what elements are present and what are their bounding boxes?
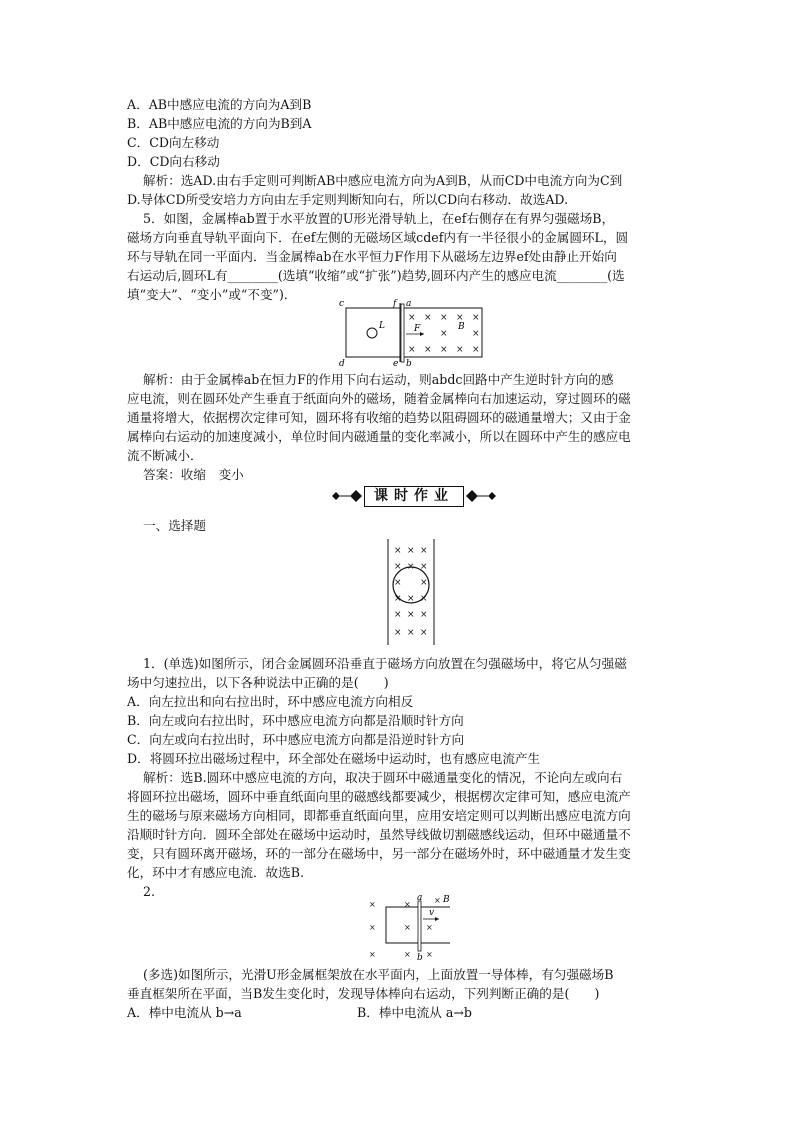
label-a: a <box>406 299 412 309</box>
svg-text:×: × <box>420 546 428 556</box>
field-cross-marks <box>369 896 441 959</box>
svg-text:×: × <box>456 345 464 355</box>
section-title: 一、选择题 <box>143 518 206 533</box>
svg-text:×: × <box>420 594 428 604</box>
analysis-line: 沿顺时针方向．圆环全部处在磁场中运动时，虽然导线做切割磁感线运动，但环中磁通量不 <box>127 827 631 842</box>
analysis-line: 解析：选B.圆环中感应电流的方向，取决于圆环中磁通量变化的情况，不论向左或向右 <box>143 770 623 785</box>
svg-text:×: × <box>420 628 428 638</box>
analysis-line: 变，只有圆环离开磁场，环的一部分在磁场中，另一部分在磁场外时，环中磁通量才发生变 <box>127 846 631 861</box>
svg-text:×: × <box>424 345 432 355</box>
analysis-line: 解析：选AD.由右手定则可判断AB中感应电流方向为A到B，从而CD中电流方向为C到 <box>143 173 623 188</box>
answer: 答案：收缩 变小 <box>143 467 244 482</box>
question-1-text: 1．(单选)如图所示，闭合金属圆环沿垂直于磁场方向放置在匀强磁场中，将它从匀强磁 <box>143 656 627 671</box>
svg-text:×: × <box>394 610 402 620</box>
option-a: A．向左拉出和向右拉出时，环中感应电流方向相反 <box>127 694 414 709</box>
question-2-text: (多选)如图所示，光滑U形金属框架放在水平面内，上面放置一导体棒，有匀强磁场B <box>143 967 614 982</box>
option-c: C．CD向左移动 <box>127 135 220 150</box>
analysis-line: 通量将增大，依据楞次定律可知，圆环将有收缩的趋势以阻碍圆环的磁通量增大；又由于金 <box>127 410 631 425</box>
analysis-line: 解析：由于金属棒ab在恒力F的作用下向右运动，则abdc回路中产生逆时针方向的感 <box>143 372 614 387</box>
svg-text:×: × <box>420 610 428 620</box>
analysis-line: 将圆环拉出磁场，圆环中垂直纸面向里的磁感线都要减少，根据楞次定律可知，感应电流产 <box>127 789 631 804</box>
svg-text:×: × <box>440 345 448 355</box>
label-B: B <box>443 895 450 905</box>
label-c: c <box>339 299 345 309</box>
svg-text:×: × <box>408 345 416 355</box>
option-a: A．棒中电流从 b→a <box>127 1005 242 1020</box>
option-d: D．CD向右移动 <box>127 154 220 169</box>
svg-text:×: × <box>394 594 402 604</box>
svg-text:×: × <box>440 329 448 339</box>
svg-text:×: × <box>407 546 415 556</box>
svg-text:×: × <box>472 345 480 355</box>
label-a: a <box>417 893 423 903</box>
rail-field-figure <box>336 298 486 370</box>
question-2-number: 2. <box>143 884 156 899</box>
label-F: F <box>414 324 421 334</box>
svg-text:×: × <box>426 950 433 959</box>
option-b: B．棒中电流从 a→b <box>357 1005 472 1020</box>
question-2-text: 垂直框架所在平面，当B发生变化时，发现导体棒向右运动，下列判断正确的是( ) <box>127 986 600 1001</box>
label-f: f <box>393 299 397 309</box>
analysis-line: 应电流，则在圆环处产生垂直于纸面向外的磁场，随着金属棒向右加速运动，穿过圆环的磁 <box>127 391 631 406</box>
svg-text:×: × <box>420 578 428 588</box>
svg-text:×: × <box>407 594 415 604</box>
svg-text:×: × <box>407 610 415 620</box>
analysis-line: 流不断减小． <box>127 448 203 463</box>
svg-text:×: × <box>408 313 416 323</box>
ring-field-figure <box>385 539 437 647</box>
label-e: e <box>393 359 399 369</box>
analysis-line: 生的磁场与原来磁场方向相同，即都垂直纸面向里，应用安培定则可以判断出感应电流方向 <box>127 808 631 823</box>
svg-text:×: × <box>394 562 402 572</box>
question-1-text: 场中匀速拉出，以下各种说法中正确的是( ) <box>127 675 389 690</box>
option-b: B．AB中感应电流的方向为B到A <box>127 116 312 131</box>
u-frame-figure <box>366 893 456 965</box>
field-cross-marks <box>394 546 428 638</box>
svg-text:×: × <box>407 562 415 572</box>
analysis-line: D.导体CD所受安培力方向由左手定则判断知向右，所以CD向右移动．故选AD. <box>127 192 569 207</box>
option-c: C．向左或向右拉出时，环中感应电流方向都是沿逆时针方向 <box>127 732 465 747</box>
label-b: b <box>417 953 423 963</box>
svg-text:×: × <box>407 628 415 638</box>
svg-text:×: × <box>472 313 480 323</box>
label-b: b <box>406 359 412 369</box>
section-banner <box>330 486 496 506</box>
label-v: v <box>429 908 435 918</box>
question-5-text: 5．如图，金属棒ab置于水平放置的U形光滑导轨上，在ef右侧存在有界匀强磁场B， <box>143 211 615 226</box>
svg-text:×: × <box>369 900 376 909</box>
svg-text:×: × <box>420 562 428 572</box>
svg-text:×: × <box>404 950 411 959</box>
svg-text:×: × <box>426 923 433 932</box>
svg-text:×: × <box>369 923 376 932</box>
question-5-text: 环与导轨在同一平面内．当金属棒ab在水平恒力F作用下从磁场左边界ef处由静止开始向 <box>127 249 617 264</box>
question-5-text: 磁场方向垂直导轨平面向下．在ef左侧的无磁场区域cdef内有一半径很小的金属圆环L，圆 <box>127 230 629 245</box>
svg-text:×: × <box>394 546 402 556</box>
svg-text:×: × <box>424 313 432 323</box>
question-5-text: 填“变大”、“变小”或“不变”)． <box>127 287 297 302</box>
svg-text:×: × <box>456 313 464 323</box>
diamond-left-icon <box>330 488 364 504</box>
label-d: d <box>339 359 345 369</box>
analysis-line: 属棒向右运动的加速度减小，单位时间内磁通量的变化率减小，所以在圆环中产生的感应电 <box>127 429 631 444</box>
diamond-right-icon <box>464 488 498 504</box>
svg-text:×: × <box>434 896 441 905</box>
svg-text:×: × <box>404 900 411 909</box>
banner-title: 课时作业 <box>364 486 464 507</box>
label-B: B <box>458 322 465 332</box>
svg-text:×: × <box>404 923 411 932</box>
svg-text:×: × <box>369 950 376 959</box>
label-L: L <box>379 321 385 331</box>
svg-text:×: × <box>472 329 480 339</box>
option-d: D．将圆环拉出磁场过程中，环全部处在磁场中运动时，也有感应电流产生 <box>127 751 541 766</box>
analysis-line: 化，环中才有感应电流．故选B. <box>127 865 304 880</box>
question-5-text: 右运动后,圆环L有________(选填“收缩”或“扩张”)趋势,圆环内产生的感应电流________(选 <box>127 268 625 283</box>
option-b: B．向左或向右拉出时，环中感应电流方向都是沿顺时针方向 <box>127 713 464 728</box>
svg-text:×: × <box>394 578 402 588</box>
option-a: A．AB中感应电流的方向为A到B <box>127 97 312 112</box>
svg-text:×: × <box>394 628 402 638</box>
svg-text:×: × <box>440 313 448 323</box>
